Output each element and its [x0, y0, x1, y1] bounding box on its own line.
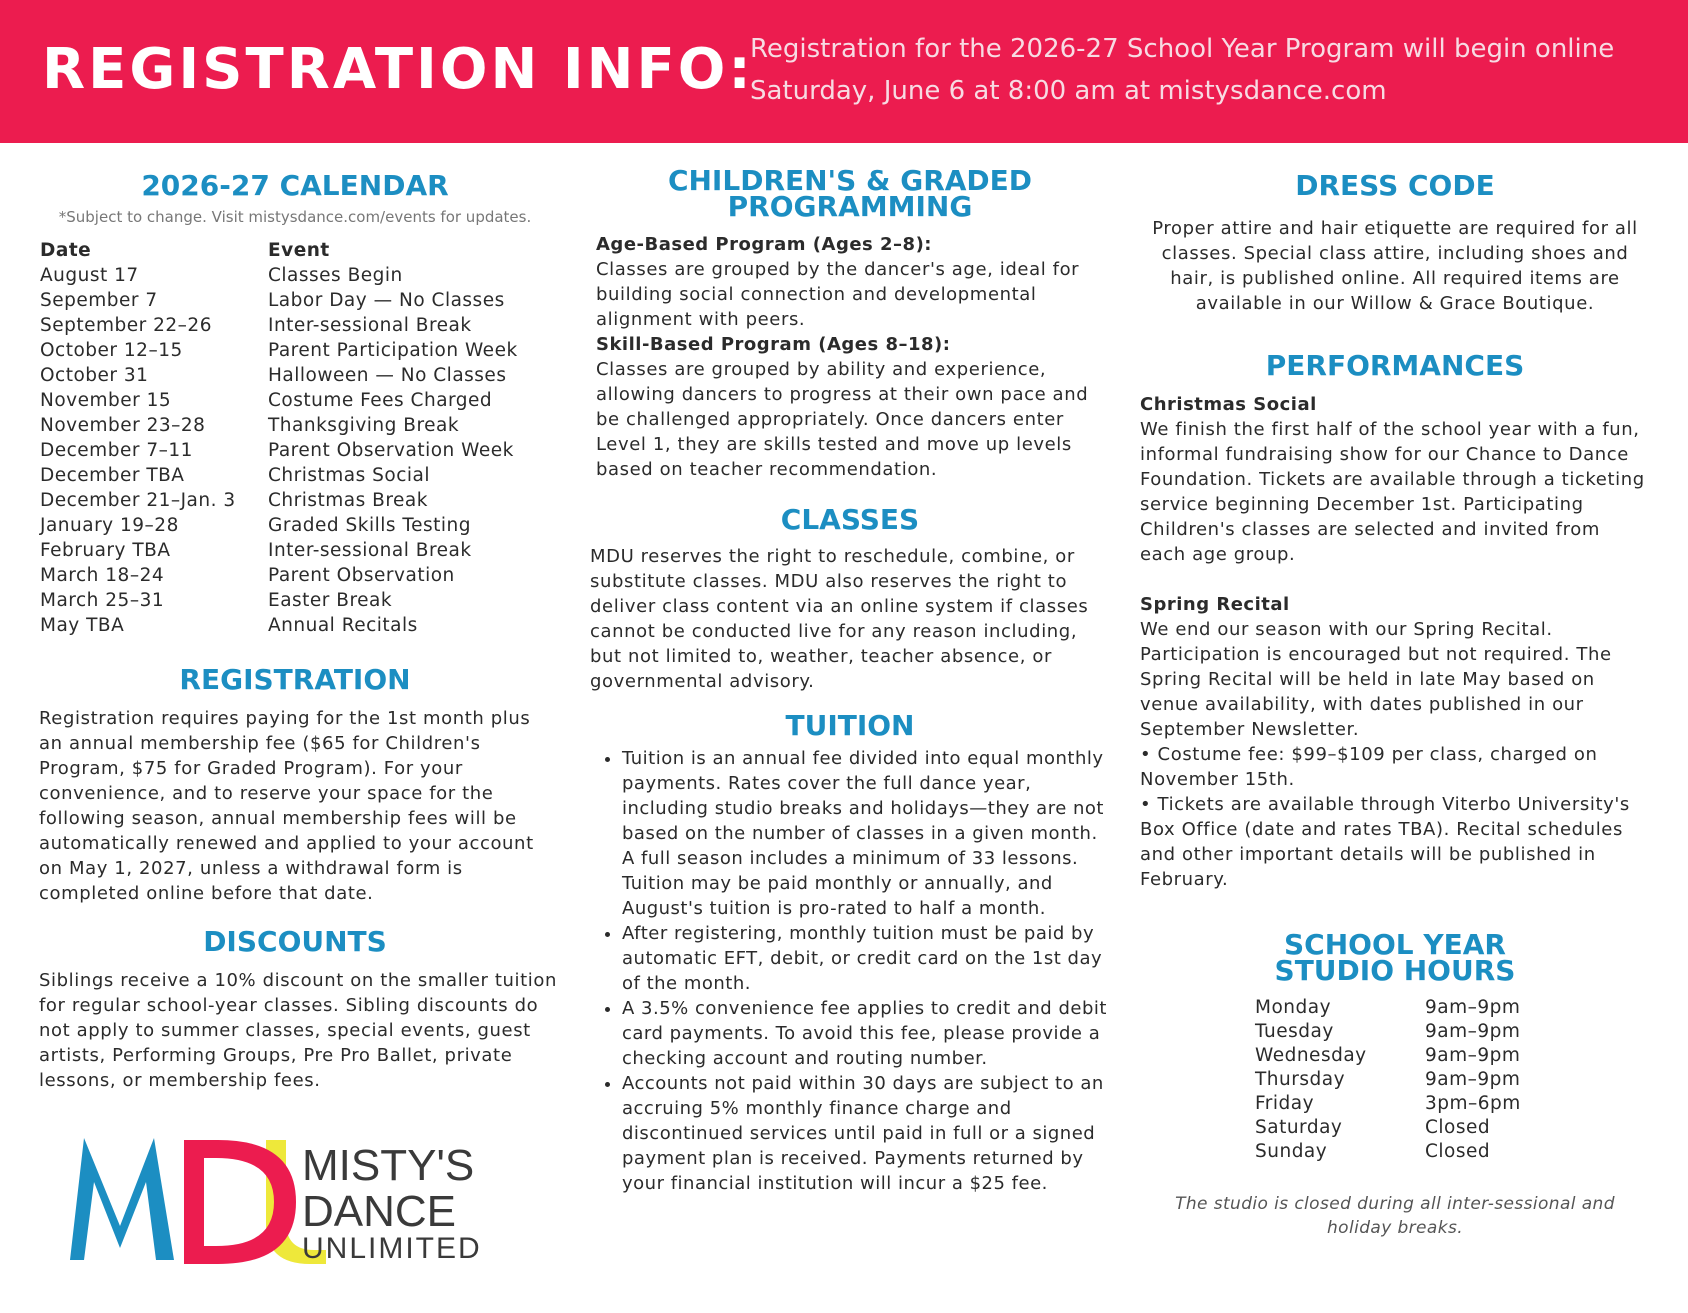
mdu-logo-graphic — [70, 1130, 500, 1270]
tuition-list — [590, 746, 1110, 1196]
calendar-table — [30, 238, 560, 638]
logo-line3: UNLIMITED — [302, 1232, 482, 1265]
calendar-date: October 12–15 — [40, 340, 183, 361]
calendar-event: Parent Participation Week — [268, 340, 518, 361]
calendar-date: November 23–28 — [40, 415, 206, 436]
hours-time: 9am–9pm — [1425, 1045, 1521, 1066]
studio-hours-heading-line2: STUDIO HOURS — [1274, 954, 1516, 987]
tuition-item: • Accounts not paid within 30 days are subject to an accruing 5% monthly finance charge and discontinued services until paid in full or a signed payment plan is received. Payments returned by your financial institution will incur a $25 fee. — [622, 1071, 1110, 1196]
registration-heading: REGISTRATION — [179, 663, 411, 696]
spring-recital-title: Spring Recital — [1140, 594, 1290, 615]
calendar-date: December 7–11 — [40, 440, 193, 461]
calendar-event: Thanksgiving Break — [268, 415, 460, 436]
christmas-social-text: We finish the first half of the school year with a fun, informal fundraising show for our Chance to Dance Foundation. Tickets are available through a ticketing service beginning December 1st. Participating Children's classes are selected and invited from each age group. — [1140, 419, 1645, 565]
studio-hours-table — [1255, 996, 1535, 1164]
calendar-date: October 31 — [40, 365, 149, 386]
calendar-heading: 2026-27 CALENDAR — [141, 169, 449, 202]
hours-time: 9am–9pm — [1425, 1069, 1521, 1090]
calendar-date: September 22–26 — [40, 315, 212, 336]
hours-day: Saturday — [1255, 1117, 1343, 1138]
calendar-date: December 21–Jan. 3 — [40, 490, 236, 511]
programming-heading-line2: PROGRAMMING — [727, 190, 973, 223]
calendar-event: Easter Break — [268, 590, 393, 611]
hours-time: Closed — [1425, 1117, 1491, 1138]
hours-day: Thursday — [1255, 1069, 1346, 1090]
calendar-note: *Subject to change. Visit mistysdance.com/events for updates. — [58, 208, 532, 226]
calendar-event: Inter-sessional Break — [268, 315, 472, 336]
middle-column — [590, 160, 1110, 1196]
dress-code-heading: DRESS CODE — [1295, 169, 1495, 202]
calendar-event-header: Event — [268, 240, 330, 261]
costume-fee-line: • Costume fee: $99–$109 per class, charged on November 15th. — [1140, 744, 1598, 790]
calendar-event: Classes Begin — [268, 265, 403, 286]
hours-day: Tuesday — [1255, 1021, 1334, 1042]
right-column — [1140, 160, 1650, 1240]
classes-text: MDU reserves the right to reschedule, combine, or substitute classes. MDU also reserves the right to deliver class content via an online system if classes cannot be conducted live for any reason including, but not limited to, weather, teacher absence, or governmental advisory. — [590, 546, 1089, 692]
studio-hours-note: The studio is closed during all inter-sessional and holiday breaks. — [1175, 1194, 1615, 1238]
calendar-date: March 18–24 — [40, 565, 165, 586]
registration-text: Registration requires paying for the 1st month plus an annual membership fee ($65 for Children's Program, $75 for Graded Program). For your convenience, and to reserve your space for the following season, annual membership fees will be automatically renewed and applied to your account on May 1, 2027, unless a withdrawal form is completed online before that date. — [39, 708, 534, 904]
calendar-date: December TBA — [40, 465, 185, 486]
calendar-date: May TBA — [40, 615, 125, 636]
logo-line2: DANCE — [302, 1187, 457, 1236]
studio-hours-heading — [1140, 928, 1650, 987]
hours-time: Closed — [1425, 1141, 1491, 1162]
banner-text: Registration for the 2026-27 School Year Program will begin online Saturday, June 6 at 8:00 am at mistysdance.com — [750, 34, 1615, 106]
skill-program-title: Skill-Based Program (Ages 8–18): — [596, 334, 951, 355]
hours-day: Wednesday — [1255, 1045, 1367, 1066]
tuition-item: • After registering, monthly tuition must be paid by automatic EFT, debit, or credit card on the 1st day of the month. — [622, 921, 1110, 996]
dress-code-text: Proper attire and hair etiquette are required for all classes. Special class attire, including shoes and hair, is published online. All required items are available in our Willow & Grace Boutique. — [1152, 218, 1638, 314]
spring-recital-text: We end our season with our Spring Recital. Participation is encouraged but not required. The Spring Recital will be held in late May based on venue availability, with dates published in our September Newsletter. — [1140, 619, 1612, 740]
classes-heading: CLASSES — [780, 503, 920, 536]
left-column — [30, 160, 560, 1093]
hours-day: Sunday — [1255, 1141, 1328, 1162]
hours-time: 3pm–6pm — [1425, 1093, 1521, 1114]
calendar-date: August 17 — [40, 265, 139, 286]
mdu-logo — [70, 1130, 500, 1270]
age-program-title: Age-Based Program (Ages 2–8): — [596, 234, 933, 255]
programming-heading — [590, 164, 1110, 223]
performances-heading: PERFORMANCES — [1265, 349, 1525, 382]
calendar-date: November 15 — [40, 390, 172, 411]
calendar-event: Costume Fees Charged — [268, 390, 493, 411]
calendar-event: Graded Skills Testing — [268, 515, 471, 536]
tuition-heading: TUITION — [785, 709, 915, 742]
hours-time: 9am–9pm — [1425, 997, 1521, 1018]
calendar-event: Labor Day — No Classes — [268, 290, 505, 311]
calendar-event: Annual Recitals — [268, 615, 418, 636]
header-banner — [0, 0, 1688, 143]
calendar-date: February TBA — [40, 540, 171, 561]
calendar-event: Halloween — No Classes — [268, 365, 507, 386]
banner-title: REGISTRATION INFO: — [42, 37, 754, 102]
calendar-date: January 19–28 — [40, 515, 179, 536]
christmas-social-title: Christmas Social — [1140, 394, 1317, 415]
age-program-text: Classes are grouped by the dancer's age, ideal for building social connection and developmental alignment with peers. — [596, 259, 1080, 330]
logo-line1: MISTY'S — [302, 1141, 475, 1190]
hours-day: Friday — [1255, 1093, 1315, 1114]
tuition-item: • Tuition is an annual fee divided into equal monthly payments. Rates cover the full dance year, including studio breaks and holidays—they are not based on the number of classes in a given month. A full season includes a minimum of 33 lessons. Tuition may be paid monthly or annually, and August's tuition is pro-rated to half a month. — [622, 746, 1110, 921]
calendar-event: Christmas Break — [268, 490, 428, 511]
skill-program-text: Classes are grouped by ability and experience, allowing dancers to progress at their own pace and be challenged appropriately. Once dancers enter Level 1, they are skills tested and move up levels based on teacher recommendation. — [596, 359, 1089, 480]
discounts-text: Siblings receive a 10% discount on the smaller tuition for regular school-year classes. Sibling discounts do not apply to summer classes, special events, guest artists, Performing Groups, Pre Pro Ballet, private lessons, or membership fees. — [39, 970, 557, 1091]
logo-d-shape — [184, 1140, 296, 1264]
studio-hours-heading-line1: SCHOOL YEAR — [1284, 928, 1506, 961]
hours-day: Monday — [1255, 997, 1332, 1018]
calendar-date: Sepember 7 — [40, 290, 158, 311]
logo-m-shape — [70, 1138, 174, 1260]
tuition-item: • A 3.5% convenience fee applies to credit and debit card payments. To avoid this fee, please provide a checking account and routing number. — [622, 996, 1110, 1071]
discounts-heading: DISCOUNTS — [203, 925, 387, 958]
hours-time: 9am–9pm — [1425, 1021, 1521, 1042]
calendar-event: Inter-sessional Break — [268, 540, 472, 561]
tickets-line: • Tickets are available through Viterbo University's Box Office (date and rates TBA). Recital schedules and other important details will be published in February. — [1140, 794, 1630, 890]
calendar-event: Parent Observation Week — [268, 440, 514, 461]
calendar-event: Parent Observation — [268, 565, 455, 586]
calendar-date-header: Date — [40, 240, 92, 261]
calendar-date: March 25–31 — [40, 590, 165, 611]
programming-heading-line1: CHILDREN'S & GRADED — [667, 164, 1033, 197]
calendar-event: Christmas Social — [268, 465, 431, 486]
